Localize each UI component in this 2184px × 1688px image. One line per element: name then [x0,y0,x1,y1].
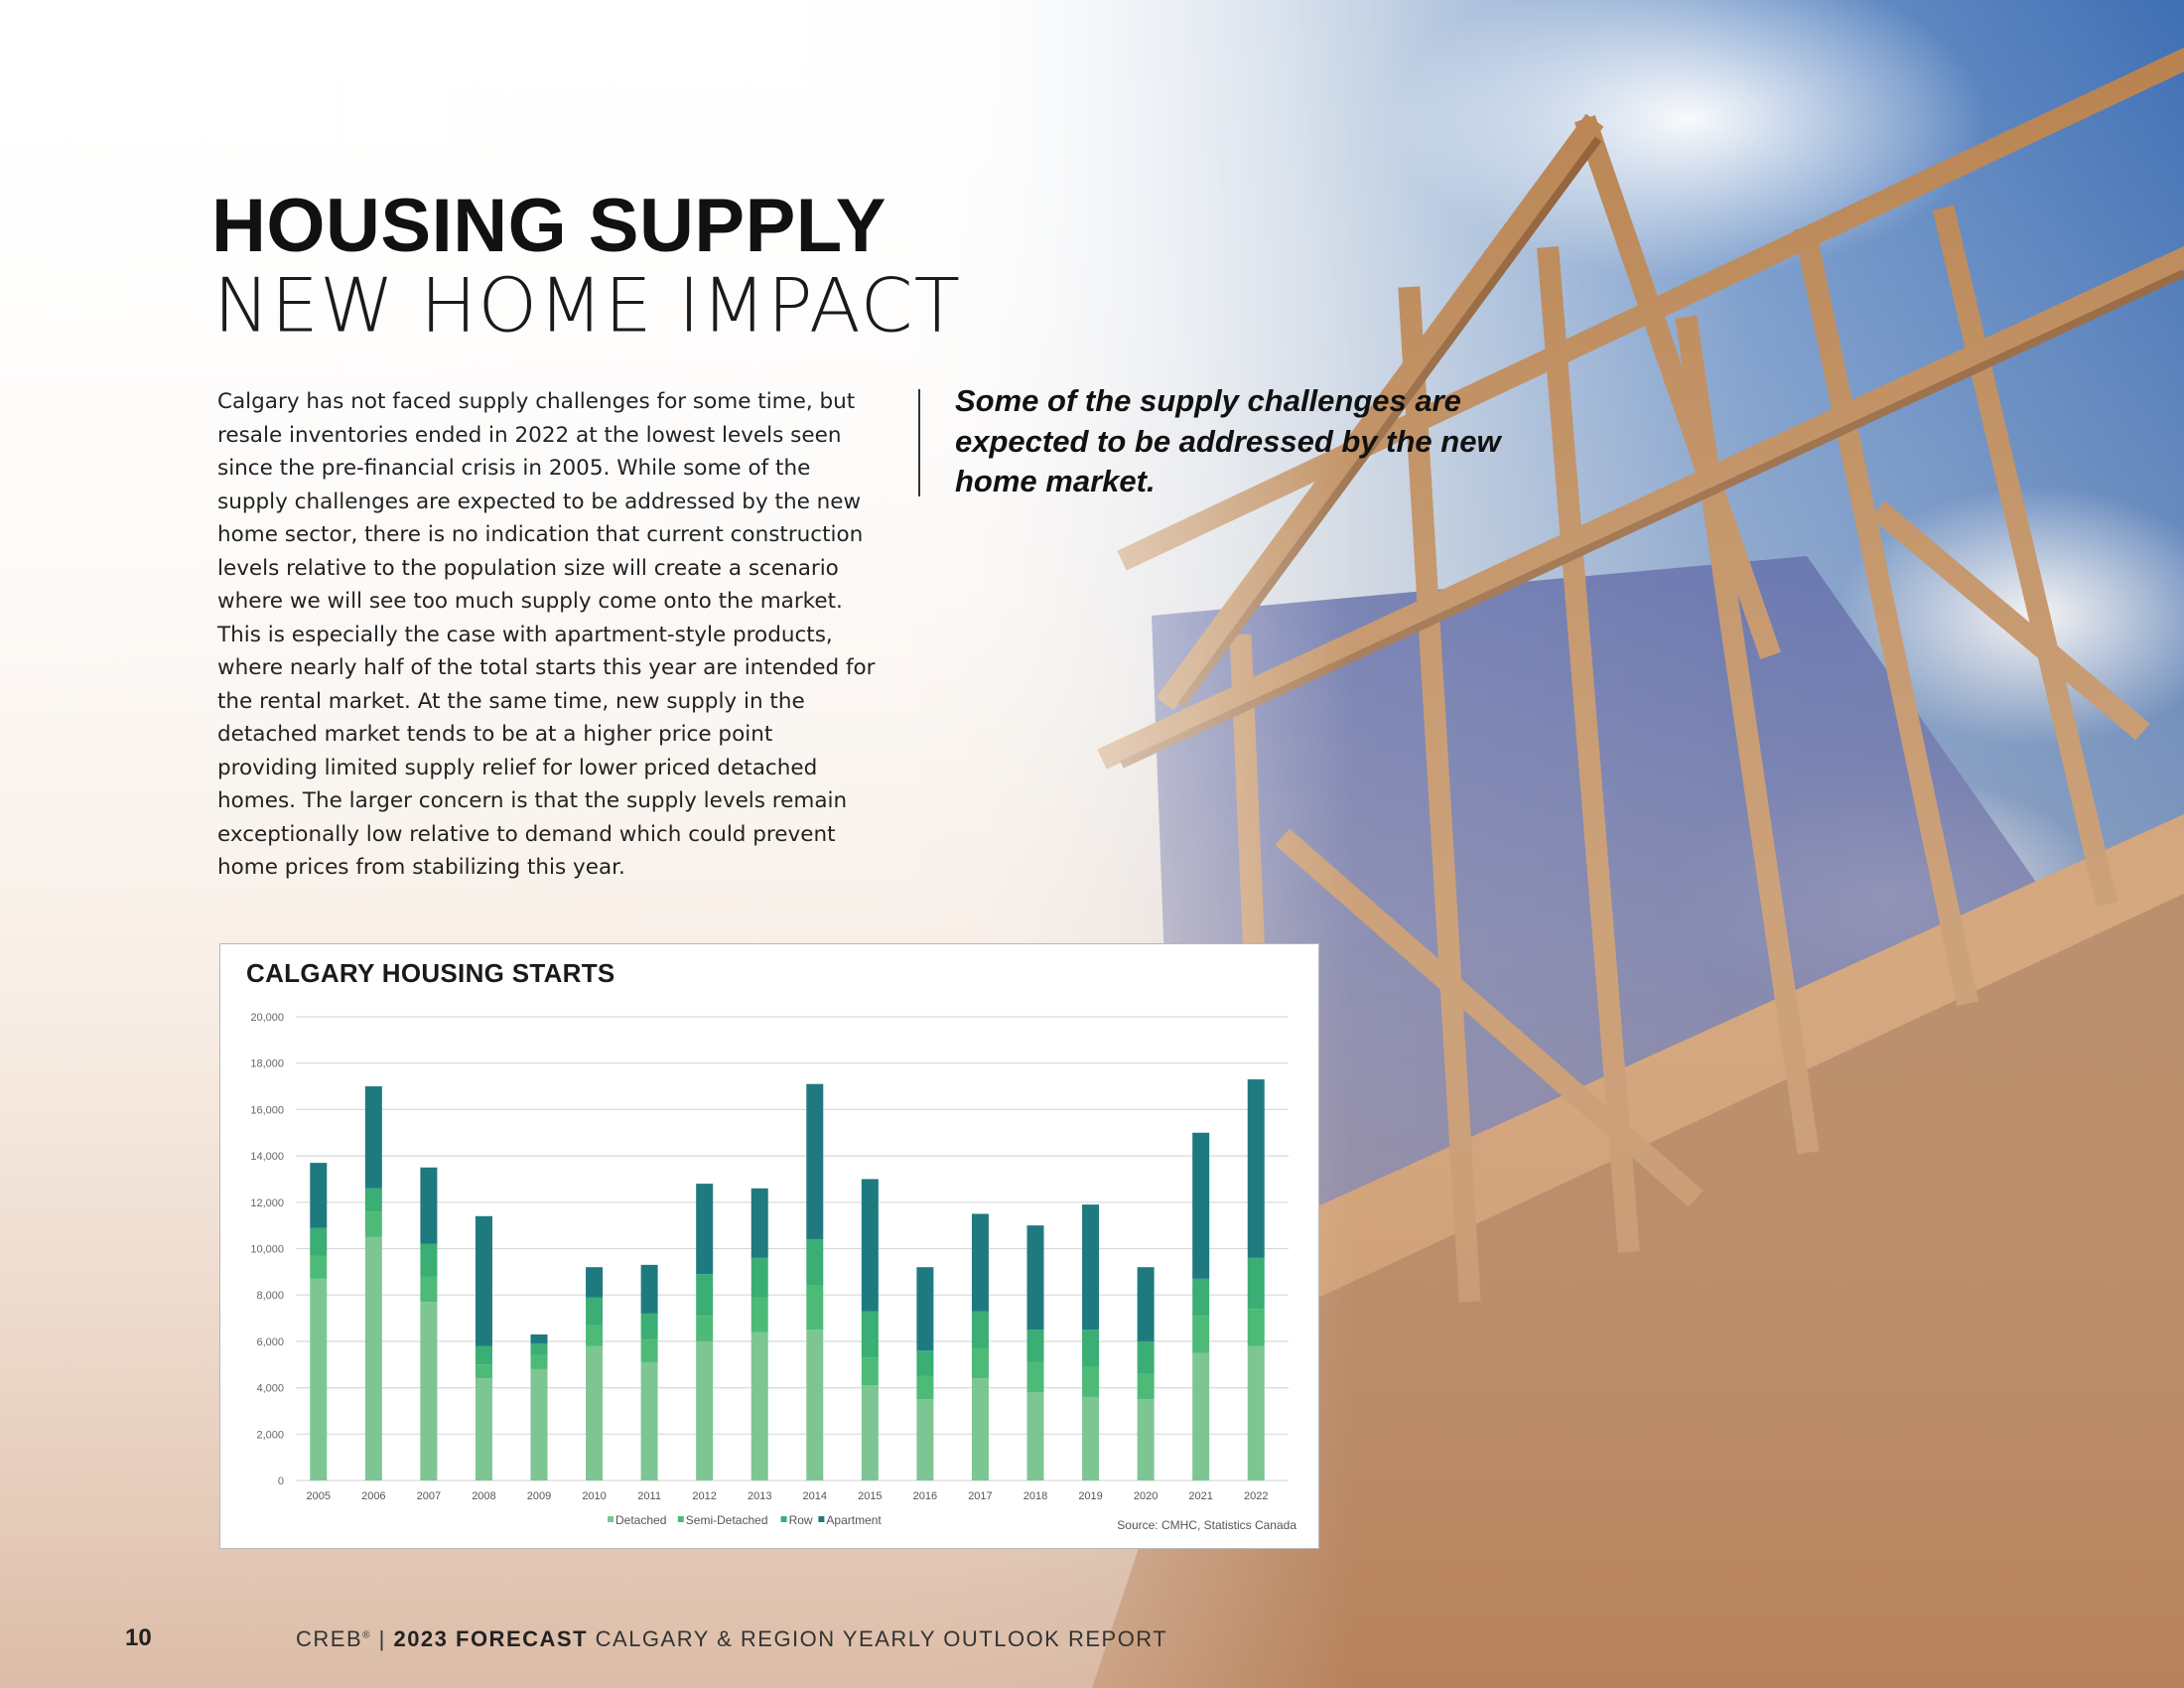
x-tick-label: 2006 [361,1490,386,1502]
y-tick-label: 18,000 [250,1057,284,1070]
x-tick-label: 2009 [526,1490,552,1502]
page-number: 10 [125,1624,152,1651]
x-tick-label: 2010 [582,1490,607,1502]
x-tick-label: 2019 [1078,1490,1103,1502]
bar-segment-row [806,1239,823,1286]
y-tick-label: 8,000 [256,1290,284,1303]
bar-segment-row [365,1189,382,1211]
pull-quote: Some of the supply challenges are expected to be addressed by the new home market. [955,383,1501,498]
bar-segment-semi-detached [586,1326,603,1346]
bar-segment-row [972,1312,989,1348]
x-tick-label: 2021 [1188,1490,1213,1502]
bar-segment-apartment [1027,1225,1044,1330]
legend-swatch-row [781,1516,787,1522]
y-tick-label: 6,000 [256,1336,284,1348]
footer-report-rest: CALGARY & REGION YEARLY OUTLOOK REPORT [588,1626,1168,1651]
legend-label-row: Row [788,1513,813,1527]
bar-segment-semi-detached [310,1256,327,1279]
bar-segment-semi-detached [1138,1374,1155,1400]
x-tick-label: 2008 [472,1490,496,1502]
bar-segment-apartment [1192,1133,1209,1279]
bar-segment-row [751,1258,768,1298]
bar-segment-apartment [531,1335,548,1343]
bar-segment-detached [1248,1346,1265,1480]
x-tick-label: 2007 [416,1490,442,1502]
x-tick-label: 2011 [637,1490,661,1502]
bar-segment-semi-detached [972,1348,989,1378]
bar-segment-semi-detached [476,1364,492,1378]
bar-segment-row [1248,1258,1265,1309]
body-paragraph: Calgary has not faced supply challenges for some time, but resale inventories ended in 2022 at the lowest levels seen since the pre-financial crisis in 2005. While some of the supply challenges are expected to be addressed by the new home sector, there is no indication that current construction levels relative to the population size will create a scenario where we will see too much supply come onto the market. This is especially the case with apartment-style products, where nearly half of the total starts this year are intended for the rental market. At the same time, new supply in the detached market tends to be at a higher price point providing limited supply relief for lower priced detached homes. The larger concern is that the supply levels remain exceptionally low relative to demand which could prevent home prices from stabilizing this year. [217,389,876,880]
housing-starts-chart [219,943,1319,1549]
bar-segment-apartment [1082,1204,1099,1330]
bar-segment-detached [916,1399,933,1480]
bar-segment-apartment [1138,1267,1155,1341]
chart-source: Source: CMHC, Statistics Canada [1117,1518,1297,1532]
bar-segment-row [1192,1279,1209,1316]
registered-mark: ® [362,1629,371,1641]
bar-segment-detached [531,1369,548,1480]
bar-segment-semi-detached [1027,1362,1044,1392]
bar-segment-apartment [310,1163,327,1227]
y-tick-label: 16,000 [250,1104,284,1117]
x-tick-label: 2005 [306,1490,332,1502]
bar-segment-row [696,1274,713,1316]
bar-segment-row [586,1298,603,1326]
bar-segment-row [916,1350,933,1376]
y-tick-label: 4,000 [256,1382,284,1395]
bar-segment-detached [476,1378,492,1480]
bar-segment-semi-detached [916,1376,933,1399]
bar-segment-apartment [916,1267,933,1350]
pull-quote-divider [918,389,920,496]
bar-segment-detached [310,1279,327,1480]
bar-segment-row [1082,1330,1099,1366]
bar-segment-row [420,1244,437,1277]
chart-title: CALGARY HOUSING STARTS [246,958,615,988]
bar-segment-detached [641,1362,658,1480]
bar-segment-row [310,1227,327,1255]
x-tick-label: 2018 [1023,1490,1048,1502]
bar-segment-detached [751,1333,768,1480]
footer-report-title [296,1626,1167,1652]
bar-segment-detached [1027,1392,1044,1480]
bar-segment-detached [1192,1353,1209,1480]
bar-segment-semi-detached [751,1298,768,1333]
bar-segment-apartment [696,1184,713,1274]
bar-segment-apartment [641,1265,658,1314]
bar-segment-row [1027,1330,1044,1362]
legend-swatch-detached [608,1516,614,1522]
footer-brand: CREB [296,1626,363,1651]
bar-segment-detached [365,1237,382,1480]
bar-segment-apartment [751,1189,768,1258]
footer-separator: | [371,1626,394,1651]
bar-segment-apartment [476,1216,492,1346]
legend-label-detached: Detached [615,1513,667,1527]
x-tick-label: 2012 [692,1490,717,1502]
bar-segment-row [531,1343,548,1355]
y-tick-label: 12,000 [250,1196,284,1209]
x-tick-label: 2020 [1133,1490,1159,1502]
bar-segment-semi-detached [806,1286,823,1330]
bar-segment-row [1138,1341,1155,1374]
bar-segment-row [641,1314,658,1339]
page-subtitle: NEW HOME IMPACT [213,261,961,350]
x-tick-label: 2017 [968,1490,993,1502]
chart-plot [220,944,1320,1550]
bar-segment-apartment [972,1213,989,1311]
bar-segment-detached [420,1302,437,1480]
bar-segment-semi-detached [531,1355,548,1369]
x-tick-label: 2016 [912,1490,938,1502]
bar-segment-detached [696,1341,713,1480]
bar-segment-detached [1082,1397,1099,1480]
bar-segment-semi-detached [696,1316,713,1341]
bar-segment-apartment [365,1086,382,1189]
bar-segment-detached [586,1346,603,1480]
y-tick-label: 0 [277,1476,284,1487]
x-tick-label: 2015 [858,1490,883,1502]
bar-segment-semi-detached [420,1277,437,1303]
bar-segment-semi-detached [365,1211,382,1237]
bar-segment-detached [806,1330,823,1480]
x-tick-label: 2014 [802,1490,828,1502]
bar-segment-semi-detached [1248,1309,1265,1345]
bar-segment-detached [862,1385,879,1480]
y-tick-label: 20,000 [250,1012,284,1024]
x-tick-label: 2022 [1243,1490,1269,1502]
bar-segment-semi-detached [641,1339,658,1362]
bar-segment-apartment [586,1267,603,1297]
bar-segment-apartment [420,1168,437,1244]
bar-segment-detached [972,1378,989,1480]
bar-segment-apartment [862,1179,879,1311]
legend-label-semi-detached: Semi-Detached [685,1513,768,1527]
bar-segment-row [476,1346,492,1365]
bar-segment-apartment [1248,1079,1265,1258]
x-tick-label: 2013 [747,1490,772,1502]
bar-segment-semi-detached [1192,1316,1209,1352]
footer-report-bold: 2023 FORECAST [393,1626,589,1651]
bar-segment-detached [1138,1399,1155,1480]
legend-label-apartment: Apartment [826,1513,882,1527]
legend-swatch-apartment [818,1516,824,1522]
y-tick-label: 14,000 [250,1151,284,1164]
bar-segment-apartment [806,1084,823,1239]
bar-segment-row [862,1312,879,1358]
bar-segment-semi-detached [862,1357,879,1385]
y-tick-label: 10,000 [250,1243,284,1256]
y-tick-label: 2,000 [256,1429,284,1442]
bar-segment-semi-detached [1082,1367,1099,1397]
legend-swatch-semi-detached [678,1516,684,1522]
page-title: HOUSING SUPPLY [211,184,887,268]
